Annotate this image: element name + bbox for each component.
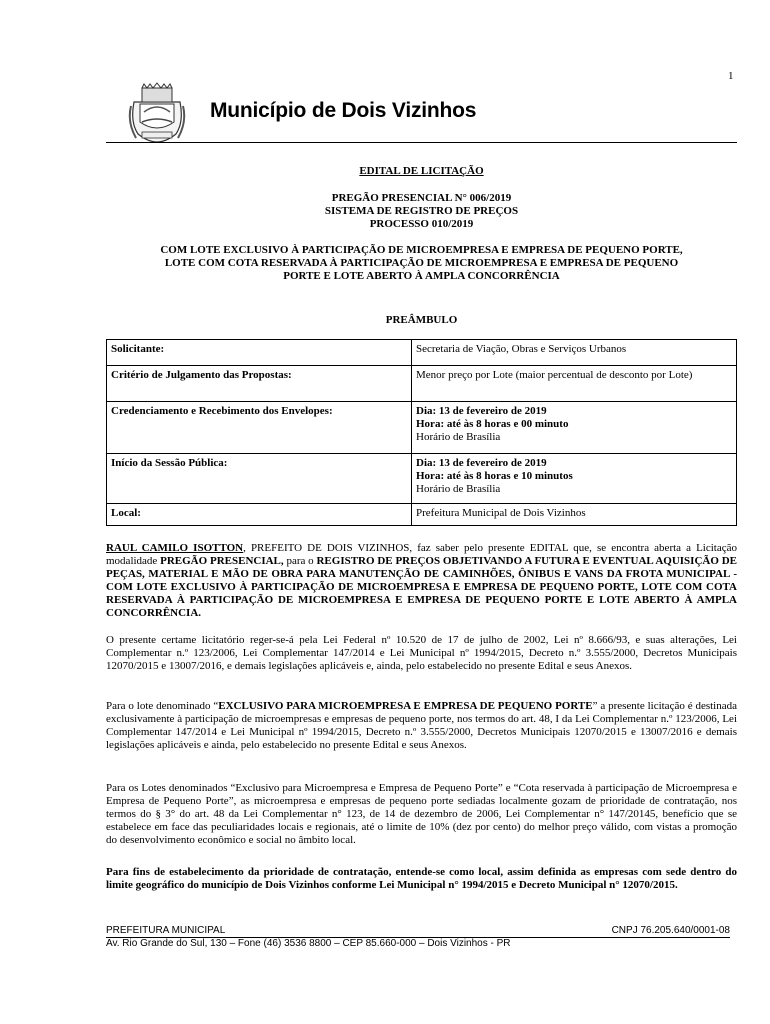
row-label: Local: [107,504,412,526]
paragraph-text: REGISTRO DE PREÇOS OBJETIVANDO A FUTURA E EVENTUAL AQUISIÇÃO DE PEÇAS, MATERIAL E MÃO DE OBRA PARA MANUTENÇÃO DE CAMINHÕES, ÔNIBUS E VANS DA FROTA MUNICIPAL - COM LOTE EXCLUSIVO À PARTICIPAÇÃO DE MICROEMPRESA E EMPRESA DE PEQUENO PORTE, LOTE COM COTA RESERVADA À PARTICIPAÇÃO DE MICROEMPRESA E EMPRESA DE PEQUENO PORTE E LOTE ABERTO À AMPLA CONCORRÊNCIA. [106,555,737,619]
table-row [107,366,737,402]
footer-cnpj: CNPJ 76.205.640/0001-08 [611,925,730,936]
row-label: Credenciamento e Recebimento dos Envelopes: [107,402,412,454]
lote-line: LOTE COM COTA RESERVADA À PARTICIPAÇÃO DE MICROEMPRESA E EMPRESA DE PEQUENO [164,257,679,269]
municipal-coat-of-arms-logo [128,82,186,144]
table-row [107,340,737,366]
paragraph-text: , PREFEITO DE DOIS VIZINHOS, faz saber pelo presente EDITAL que, se encontra aberta a Licitação modalidade [106,542,738,567]
paragraph-text: PREGÃO PRESENCIAL, [160,555,284,567]
page-number: 1 [728,70,734,82]
paragraph-text: para o [283,555,317,567]
pregao-block [106,192,737,231]
lote-block [106,244,737,283]
pregao-line: PREGÃO PRESENCIAL N° 006/2019 [331,192,512,204]
paragraph-local-priority: Para fins de estabelecimento da prioridade de contratação, entende-se como local, assim definida as empresas com sede dentro do limite geográfico do município de Dois Vizinhos conforme Lei Municipal n° 1994/2015 e Decreto Municipal n° 12070/2015. [106,866,737,891]
lote-line: COM LOTE EXCLUSIVO À PARTICIPAÇÃO DE MICROEMPRESA E EMPRESA DE PEQUENO PORTE, [160,244,683,256]
row-value: Secretaria de Viação, Obras e Serviços Urbanos [412,340,737,366]
row-label: Início da Sessão Pública: [107,454,412,504]
fuso-text: Horário de Brasília [416,431,501,443]
pregao-line: PROCESSO 010/2019 [369,218,474,230]
hora-text: Hora: até às 8 horas e 10 minutos [416,470,573,482]
table-row [107,454,737,504]
table-row [107,402,737,454]
fuso-text: Horário de Brasília [416,483,501,495]
edital-title: EDITAL DE LICITAÇÃO [359,165,484,177]
dia-text: Dia: 13 de fevereiro de 2019 [416,405,547,417]
row-value [412,402,737,454]
dia-text: Dia: 13 de fevereiro de 2019 [416,457,547,469]
municipality-title: Município de Dois Vizinhos [210,99,477,122]
paragraph-text: Para o lote denominado “ [106,700,219,712]
paragraph-text: EXCLUSIVO PARA MICROEMPRESA E EMPRESA DE PEQUENO PORTE [218,700,593,712]
paragraph-text: ” a presente licitação é destinada exclusivamente à participação de microempresas e empresas de pequeno porte, nos termos do art. 48, I da Lei Complementar n.º 123/2006, Lei Complementar 147/2014 e Lei Municipal nº 1994/2015, Decreto n.º 3.555/2000, Decretos Municipais 12070/2015 e 13007/2016 e demais legislações aplicáveis e ainda, pelo estabelecido no presente Edital e seus Anexos. [106,700,737,751]
preamble-table [106,339,737,526]
preambulo-title: PREÂMBULO [385,314,458,326]
hora-text: Hora: até às 8 horas e 00 minuto [416,418,569,430]
row-value: Menor preço por Lote (maior percentual de desconto por Lote) [412,366,737,402]
footer-address: Av. Rio Grande do Sul, 130 – Fone (46) 3536 8800 – CEP 85.660-000 – Dois Vizinhos - PR [106,938,511,949]
paragraph-exclusive-lot [106,700,737,752]
row-value: Prefeitura Municipal de Dois Vizinhos [412,504,737,526]
paragraph-legislation: O presente certame licitatório reger-se-á pela Lei Federal nº 10.520 de 17 de julho de 2002, Lei nº 8.666/93, e suas alterações, Lei Complementar n.º 123/2006, Lei Complementar 147/2014 e Lei Municipal nº 1994/2015, Decreto n.º 3.555/2000, Decretos Municipais 12070/2015 e 13007/2016, e demais legislações aplicáveis e, ainda, pelo estabelecido no presente Edital e seus Anexos. [106,634,737,672]
table-row [107,504,737,526]
lote-line: PORTE E LOTE ABERTO À AMPLA CONCORRÊNCIA [283,270,560,282]
footer-left: PREFEITURA MUNICIPAL [106,925,226,936]
mayor-name: RAUL CAMILO ISOTTON [106,542,244,554]
page-footer [106,925,730,950]
row-label: Solicitante: [107,340,412,366]
row-value [412,454,737,504]
pregao-line: SISTEMA DE REGISTRO DE PREÇOS [324,205,519,217]
paragraph-reserved-lot: Para os Lotes denominados “Exclusivo para Microempresa e Empresa de Pequeno Porte” e “Cota reservada à participação de Microempresa e Empresa de Pequeno Porte”, as microempresa e empresas de pequeno porte sediadas localmente gozam de prioridade de contratação, nos termos do § 3° do art. 48 da Lei Complementar n° 123, de 14 de dezembro de 2006, Lei Complementar n° 147/20145, benefício que se estabelece em face das peculiaridades locais e regionais, até o limite de 10% (dez por cento) do melhor preço válido, com vistas a promoção do desenvolvimento econômico e social no âmbito local. [106,782,737,846]
footer-top-line [106,925,730,938]
paragraph-intro [106,542,737,620]
header-divider [106,142,737,143]
row-label: Critério de Julgamento das Propostas: [107,366,412,402]
